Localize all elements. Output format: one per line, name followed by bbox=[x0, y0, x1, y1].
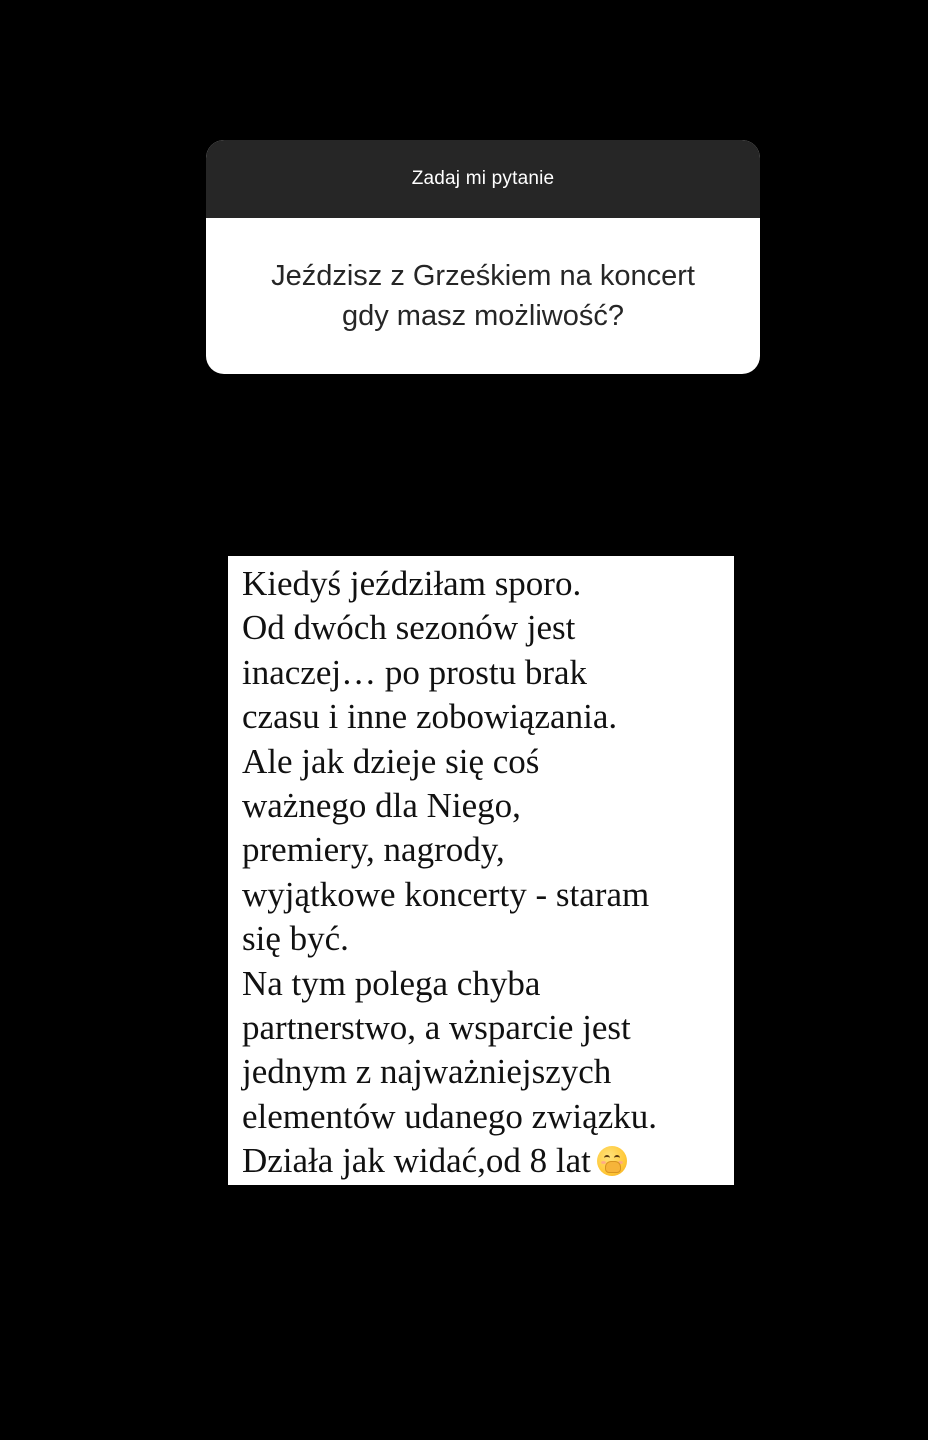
answer-line: Na tym polega chyba bbox=[242, 963, 541, 1003]
answer-line: czasu i inne zobowiązania. bbox=[242, 697, 618, 737]
answer-line: Ale jak dzieje się coś bbox=[242, 741, 540, 781]
question-sticker[interactable] bbox=[206, 140, 760, 374]
answer-line: ważnego dla Niego, bbox=[242, 786, 521, 826]
answer-line: premiery, nagrody, bbox=[242, 830, 505, 870]
question-sticker-header: Zadaj mi pytanie bbox=[206, 140, 760, 218]
answer-line: elementów udanego związku. bbox=[242, 1096, 657, 1136]
answer-last-line bbox=[242, 1139, 724, 1183]
answer-line: Kiedyś jeździłam sporo. bbox=[242, 564, 582, 603]
answer-line: partnerstwo, a wsparcie jest bbox=[242, 1008, 631, 1048]
answer-line: się być. bbox=[242, 919, 349, 959]
question-text: Jeździsz z Grześkiem na koncert gdy masz możliwość? bbox=[271, 260, 695, 332]
answer-text-box bbox=[228, 556, 734, 1185]
answer-line: inaczej… po prostu brak bbox=[242, 652, 588, 692]
answer-line: Od dwóch sezonów jest bbox=[242, 608, 576, 648]
answer-line: wyjątkowe koncerty - staram bbox=[242, 874, 650, 914]
answer-line: jednym z najważniejszych bbox=[242, 1052, 612, 1092]
face-with-hand-over-mouth-icon bbox=[597, 1146, 627, 1176]
answer-line-text: Działa jak widać,od 8 lat bbox=[242, 1141, 591, 1181]
